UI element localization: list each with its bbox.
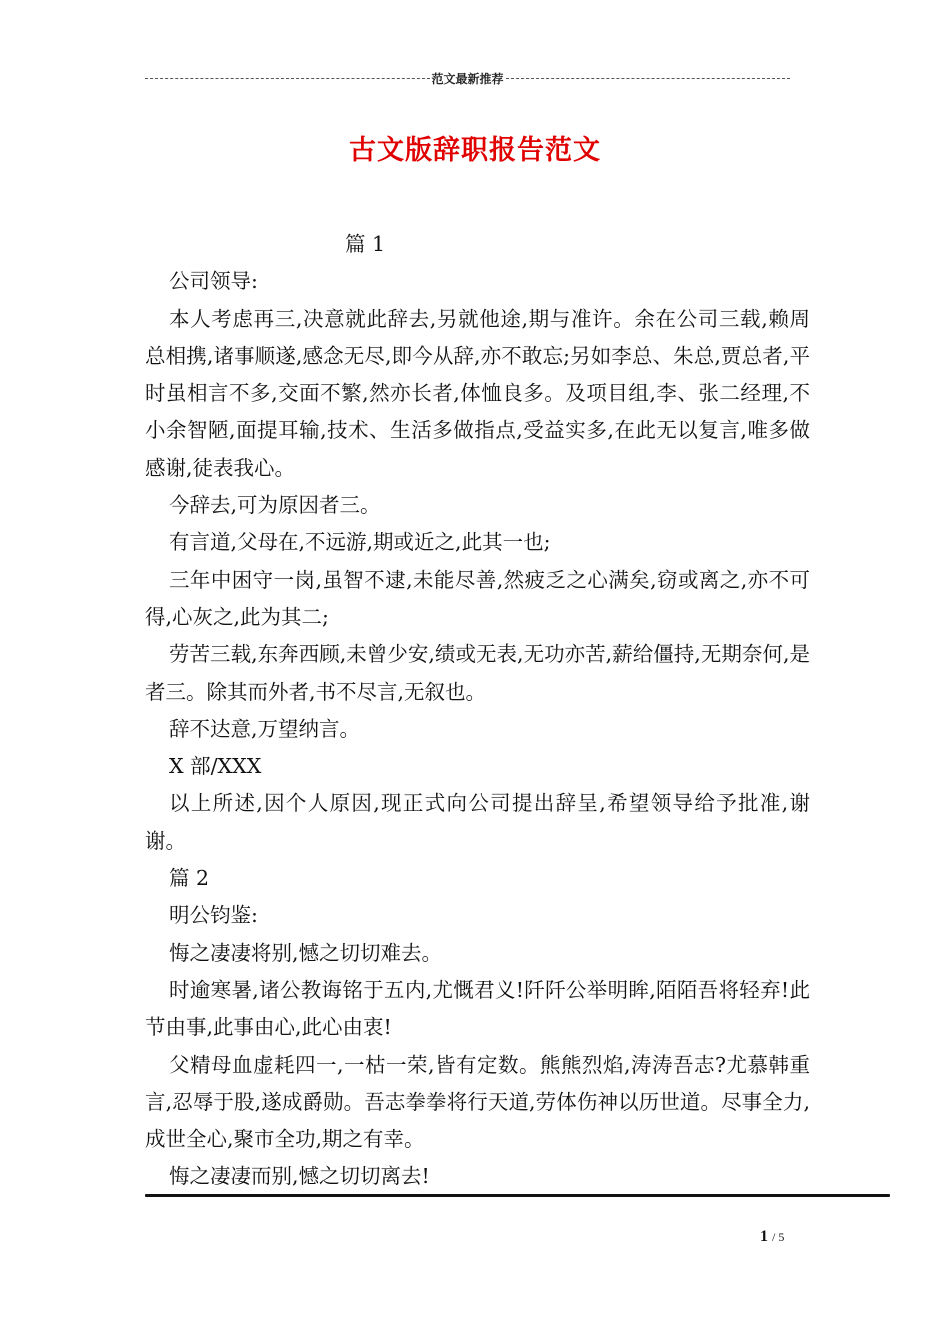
paragraph: 有言道,父母在,不远游,期或近之,此其一也; [169,530,551,555]
page-number [760,1228,820,1246]
page-total: / 5 [772,1230,785,1244]
salutation-2: 明公钧鉴: [169,903,258,928]
signature: X 部/XXX [169,754,262,779]
section-heading-1: 篇 1 [345,232,386,256]
paragraph: 本人考虑再三,决意就此辞去,另就他途,期与准许。余在公司三载,赖周总相携,诸事顺遂,感念无尽,即今从辞,亦不敢忘;另如李总、朱总,贾总者,平时虽相言不多,交面不繁,然亦长者,体恤良多。及项目组,李、张二经理,不小余智陋,面提耳输,技术、生活多做指点,受益实多,在此无以复言,唯多做感谢,徒表我心。 [145,306,810,480]
paragraph: 三年中困守一岗,虽智不逮,未能尽善,然疲乏之心满矣,窃或离之,亦不可得,心灰之,此为其二; [145,567,810,629]
paragraph: 以上所述,因个人原因,现正式向公司提出辞呈,希望领导给予批准,谢谢。 [145,791,810,853]
header-rule-right [506,78,791,79]
paragraph: 悔之凄凄而别,憾之切切离去! [169,1164,430,1189]
paragraph: 时逾寒暑,诸公教诲铭于五内,尤慨君义!阡阡公举明眸,陌陌吾将轻弃!此节由事,此事由心,此心由衷! [145,977,810,1040]
section-heading-2: 篇 2 [169,866,210,891]
salutation-1: 公司领导: [169,269,258,294]
document-title: 古文版辞职报告范文 [349,135,601,166]
paragraph: 悔之凄凄将别,憾之切切难去。 [169,940,443,965]
page-header [145,68,790,88]
paragraph: 辞不达意,万望纳言。 [169,716,361,741]
paragraph: 劳苦三载,东奔西顾,未曾少安,绩或无表,无功亦苦,薪给僵持,无期奈何,是者三。除其而外者,书不尽言,无叙也。 [145,642,810,704]
paragraph: 父精母血虚耗四一,一枯一荣,皆有定数。熊熊烈焰,涛涛吾志?尤慕韩重言,忍辱于股,遂成爵勋。吾志拳拳将行天道,劳体伤神以历世道。尽事全力,成世全心,聚市全功,期之有幸。 [145,1052,810,1152]
page-current: 1 [760,1228,768,1245]
header-rule-left [145,78,430,79]
header-text: 范文最新推荐 [431,71,504,86]
paragraph: 今辞去,可为原因者三。 [169,493,381,518]
footer-rule [145,1194,890,1197]
document-body [145,226,810,1196]
